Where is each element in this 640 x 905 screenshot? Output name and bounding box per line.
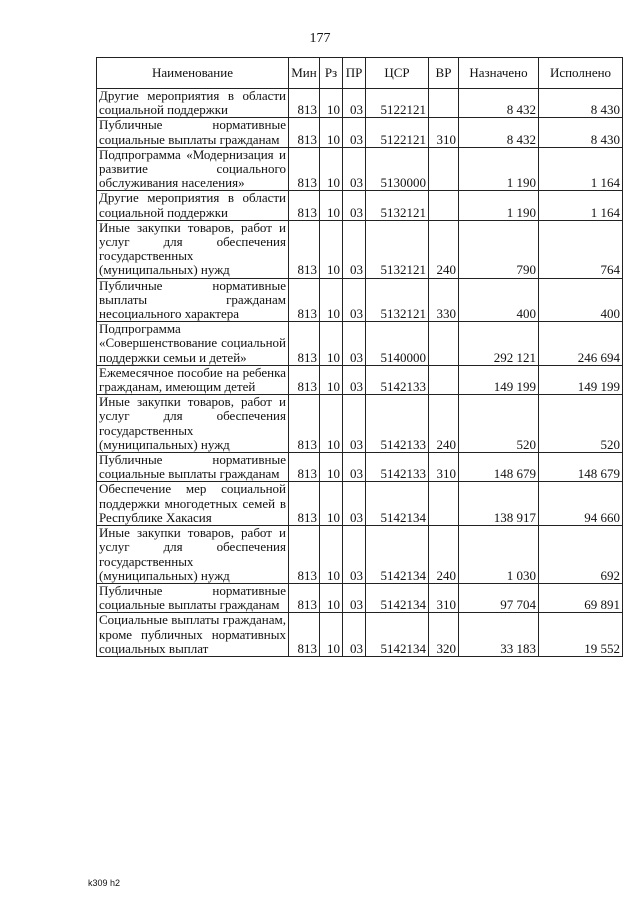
cell-min: 813 xyxy=(289,322,320,366)
cell-rz: 10 xyxy=(320,453,343,482)
cell-rz: 10 xyxy=(320,89,343,118)
cell-vr: 310 xyxy=(429,453,459,482)
cell-csr: 5142134 xyxy=(366,613,429,657)
cell-rz: 10 xyxy=(320,365,343,394)
cell-name: Подпрограмма «Модернизация и развитие социального обслуживания населения» xyxy=(97,147,289,191)
cell-pr: 03 xyxy=(343,191,366,220)
cell-csr: 5140000 xyxy=(366,322,429,366)
cell-min: 813 xyxy=(289,613,320,657)
cell-csr: 5132121 xyxy=(366,278,429,322)
cell-executed: 19 552 xyxy=(539,613,623,657)
cell-name: Иные закупки товаров, работ и услуг для обеспечения государственных (муниципальных) нужд xyxy=(97,220,289,278)
table-row xyxy=(97,526,623,584)
table-row xyxy=(97,118,623,147)
cell-assigned: 97 704 xyxy=(459,583,539,612)
cell-csr: 5130000 xyxy=(366,147,429,191)
cell-assigned: 8 432 xyxy=(459,118,539,147)
cell-pr: 03 xyxy=(343,482,366,526)
cell-csr: 5142134 xyxy=(366,482,429,526)
cell-assigned: 33 183 xyxy=(459,613,539,657)
cell-min: 813 xyxy=(289,89,320,118)
cell-name: Иные закупки товаров, работ и услуг для обеспечения государственных (муниципальных) нужд xyxy=(97,526,289,584)
footer-code: k309 h2 xyxy=(88,878,121,888)
cell-name: Публичные нормативные выплаты гражданам несоциального характера xyxy=(97,278,289,322)
cell-executed: 149 199 xyxy=(539,365,623,394)
cell-assigned: 1 030 xyxy=(459,526,539,584)
table-row xyxy=(97,482,623,526)
cell-executed: 8 430 xyxy=(539,89,623,118)
cell-executed: 692 xyxy=(539,526,623,584)
cell-min: 813 xyxy=(289,118,320,147)
cell-executed: 8 430 xyxy=(539,118,623,147)
header-pr: ПР xyxy=(343,58,366,89)
table-row xyxy=(97,89,623,118)
cell-name: Публичные нормативные социальные выплаты гражданам xyxy=(97,118,289,147)
cell-vr: 240 xyxy=(429,526,459,584)
cell-min: 813 xyxy=(289,583,320,612)
cell-csr: 5142134 xyxy=(366,526,429,584)
cell-name: Другие мероприятия в области социальной поддержки xyxy=(97,191,289,220)
table-body xyxy=(97,89,623,657)
cell-min: 813 xyxy=(289,220,320,278)
cell-csr: 5142133 xyxy=(366,395,429,453)
cell-rz: 10 xyxy=(320,583,343,612)
table-row xyxy=(97,395,623,453)
table-row xyxy=(97,278,623,322)
cell-name: Социальные выплаты гражданам, кроме публичных нормативных социальных выплат xyxy=(97,613,289,657)
cell-assigned: 138 917 xyxy=(459,482,539,526)
header-csr: ЦСР xyxy=(366,58,429,89)
cell-assigned: 400 xyxy=(459,278,539,322)
cell-executed: 400 xyxy=(539,278,623,322)
cell-assigned: 8 432 xyxy=(459,89,539,118)
table-row xyxy=(97,365,623,394)
cell-vr: 320 xyxy=(429,613,459,657)
header-executed: Исполнено xyxy=(539,58,623,89)
cell-pr: 03 xyxy=(343,453,366,482)
cell-assigned: 1 190 xyxy=(459,147,539,191)
cell-pr: 03 xyxy=(343,583,366,612)
cell-rz: 10 xyxy=(320,278,343,322)
cell-min: 813 xyxy=(289,147,320,191)
cell-executed: 1 164 xyxy=(539,191,623,220)
cell-csr: 5142134 xyxy=(366,583,429,612)
cell-csr: 5122121 xyxy=(366,118,429,147)
cell-rz: 10 xyxy=(320,220,343,278)
cell-pr: 03 xyxy=(343,278,366,322)
cell-rz: 10 xyxy=(320,395,343,453)
cell-pr: 03 xyxy=(343,118,366,147)
cell-csr: 5132121 xyxy=(366,220,429,278)
header-rz: Рз xyxy=(320,58,343,89)
cell-pr: 03 xyxy=(343,613,366,657)
cell-rz: 10 xyxy=(320,118,343,147)
header-name: Наименование xyxy=(97,58,289,89)
cell-pr: 03 xyxy=(343,526,366,584)
table-row xyxy=(97,613,623,657)
cell-vr xyxy=(429,89,459,118)
table-row xyxy=(97,322,623,366)
cell-rz: 10 xyxy=(320,482,343,526)
cell-pr: 03 xyxy=(343,322,366,366)
cell-assigned: 1 190 xyxy=(459,191,539,220)
cell-csr: 5142133 xyxy=(366,365,429,394)
cell-executed: 148 679 xyxy=(539,453,623,482)
cell-rz: 10 xyxy=(320,322,343,366)
cell-vr xyxy=(429,365,459,394)
cell-pr: 03 xyxy=(343,365,366,394)
cell-assigned: 292 121 xyxy=(459,322,539,366)
cell-rz: 10 xyxy=(320,526,343,584)
cell-executed: 246 694 xyxy=(539,322,623,366)
cell-executed: 69 891 xyxy=(539,583,623,612)
cell-vr xyxy=(429,191,459,220)
cell-min: 813 xyxy=(289,365,320,394)
cell-pr: 03 xyxy=(343,395,366,453)
cell-assigned: 149 199 xyxy=(459,365,539,394)
cell-min: 813 xyxy=(289,278,320,322)
header-vr: ВР xyxy=(429,58,459,89)
cell-min: 813 xyxy=(289,191,320,220)
cell-min: 813 xyxy=(289,526,320,584)
cell-pr: 03 xyxy=(343,89,366,118)
page-number: 177 xyxy=(309,31,331,46)
cell-name: Ежемесячное пособие на ребенка гражданам, имеющим детей xyxy=(97,365,289,394)
cell-vr xyxy=(429,322,459,366)
cell-rz: 10 xyxy=(320,191,343,220)
cell-vr: 330 xyxy=(429,278,459,322)
cell-pr: 03 xyxy=(343,147,366,191)
cell-csr: 5142133 xyxy=(366,453,429,482)
budget-table xyxy=(96,57,623,657)
cell-name: Публичные нормативные социальные выплаты гражданам xyxy=(97,453,289,482)
table-row xyxy=(97,147,623,191)
table-row xyxy=(97,453,623,482)
cell-name: Иные закупки товаров, работ и услуг для обеспечения государственных (муниципальных) нужд xyxy=(97,395,289,453)
cell-executed: 1 164 xyxy=(539,147,623,191)
cell-executed: 94 660 xyxy=(539,482,623,526)
cell-executed: 764 xyxy=(539,220,623,278)
cell-rz: 10 xyxy=(320,613,343,657)
cell-csr: 5122121 xyxy=(366,89,429,118)
cell-vr xyxy=(429,482,459,526)
cell-name: Другие мероприятия в области социальной поддержки xyxy=(97,89,289,118)
table-row xyxy=(97,220,623,278)
cell-executed: 520 xyxy=(539,395,623,453)
cell-assigned: 790 xyxy=(459,220,539,278)
cell-pr: 03 xyxy=(343,220,366,278)
header-min: Мин xyxy=(289,58,320,89)
cell-vr: 310 xyxy=(429,118,459,147)
cell-name: Публичные нормативные социальные выплаты гражданам xyxy=(97,583,289,612)
cell-assigned: 520 xyxy=(459,395,539,453)
cell-vr: 240 xyxy=(429,220,459,278)
table-row xyxy=(97,583,623,612)
cell-csr: 5132121 xyxy=(366,191,429,220)
cell-rz: 10 xyxy=(320,147,343,191)
cell-name: Обеспечение мер социальной поддержки многодетных семей в Республике Хакасия xyxy=(97,482,289,526)
header-assigned: Назначено xyxy=(459,58,539,89)
cell-name: Подпрограмма «Совершенствование социальной поддержки семьи и детей» xyxy=(97,322,289,366)
cell-vr: 310 xyxy=(429,583,459,612)
cell-vr: 240 xyxy=(429,395,459,453)
cell-min: 813 xyxy=(289,395,320,453)
cell-min: 813 xyxy=(289,482,320,526)
cell-vr xyxy=(429,147,459,191)
table-header-row xyxy=(97,58,623,89)
table-row xyxy=(97,191,623,220)
cell-min: 813 xyxy=(289,453,320,482)
cell-assigned: 148 679 xyxy=(459,453,539,482)
